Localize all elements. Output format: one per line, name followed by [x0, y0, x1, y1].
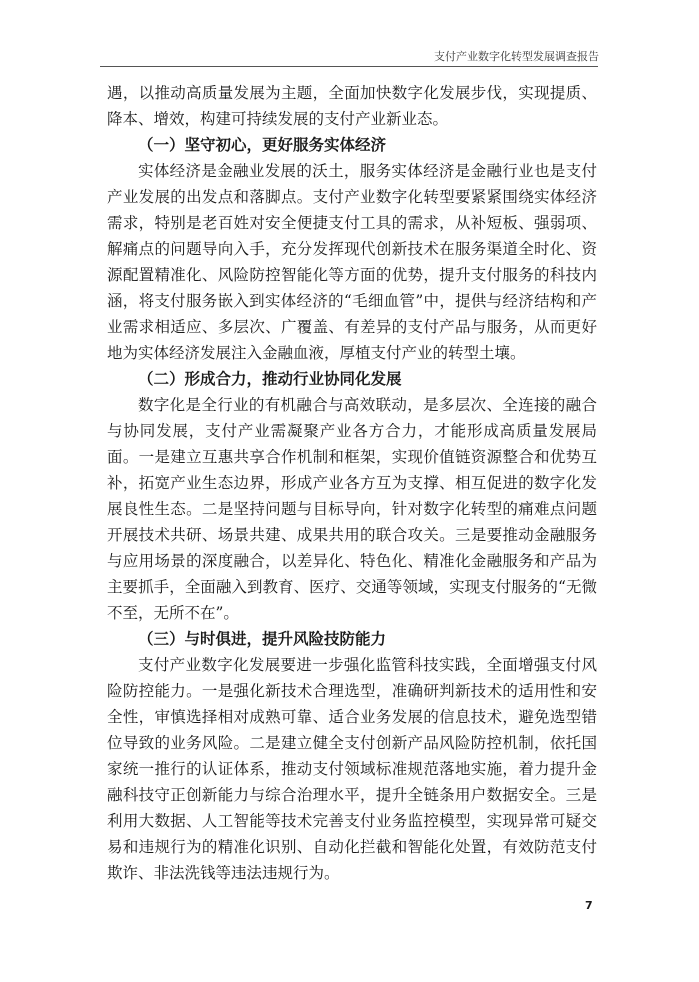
intro-paragraph: 遇，以推动高质量发展为主题，全面加快数字化发展步伐，实现提质、降本、增效，构建可持续发展的支付产业新业态。: [107, 84, 597, 128]
page-body: [107, 80, 597, 886]
section-heading-1: （一）坚守初心，更好服务实体经济: [138, 136, 387, 154]
section-body-1: 实体经济是金融业发展的沃土，服务实体经济是金融行业也是支付产业发展的出发点和落脚点。支付产业数字化转型要紧紧围绕实体经济需求，特别是老百姓对安全便捷支付工具的需求，从补短板、强弱项、解痛点的问题导向入手，充分发挥现代创新技术在服务渠道全时化、资源配置精准化、风险防控智能化等方面的优势，提升支付服务的科技内涵，将支付服务嵌入到实体经济的“毛细血管”中，提供与经济结构和产业需求相适应、多层次、广覆盖、有差异的支付产品与服务，从而更好地为实体经济发展注入金融血液，厚植支付产业的转型土壤。: [107, 162, 597, 362]
running-header: 支付产业数字化转型发展调查报告: [434, 50, 599, 63]
section-heading-2: （二）形成合力，推动行业协同化发展: [138, 370, 402, 388]
page-number: 7: [585, 899, 593, 912]
section-body-2: 数字化是全行业的有机融合与高效联动，是多层次、全连接的融合与协同发展，支付产业需凝聚产业各方合力，才能形成高质量发展局面。一是建立互惠共享合作机制和框架，实现价值链资源整合和优势互补，拓宽产业生态边界，形成产业各方互为支撑、相互促进的数字化发展良性生态。二是坚持问题与目标导向，针对数字化转型的痛难点问题开展技术共研、场景共建、成果共用的联合攻关。三是要推动金融服务与应用场景的深度融合，以差异化、特色化、精准化金融服务和产品为主要抓手，全面融入到教育、医疗、交通等领域，实现支付服务的“无微不至，无所不在”。: [107, 396, 597, 622]
section-heading-3: （三）与时俱进，提升风险技防能力: [138, 630, 387, 648]
header-divider: [100, 66, 598, 67]
section-body-3: 支付产业数字化发展要进一步强化监管科技实践，全面增强支付风险防控能力。一是强化新技术合理选型，准确研判新技术的适用性和安全性，审慎选择相对成熟可靠、适合业务发展的信息技术，避免选型错位导致的业务风险。二是建立健全支付创新产品风险防控机制，依托国家统一推行的认证体系，推动支付领域标准规范落地实施，着力提升金融科技守正创新能力与综合治理水平，提升全链条用户数据安全。三是利用大数据、人工智能等技术完善支付业务监控模型，实现异常可疑交易和违规行为的精准化识别、自动化拦截和智能化处置，有效防范支付欺诈、非法洗钱等违法违规行为。: [107, 656, 597, 882]
